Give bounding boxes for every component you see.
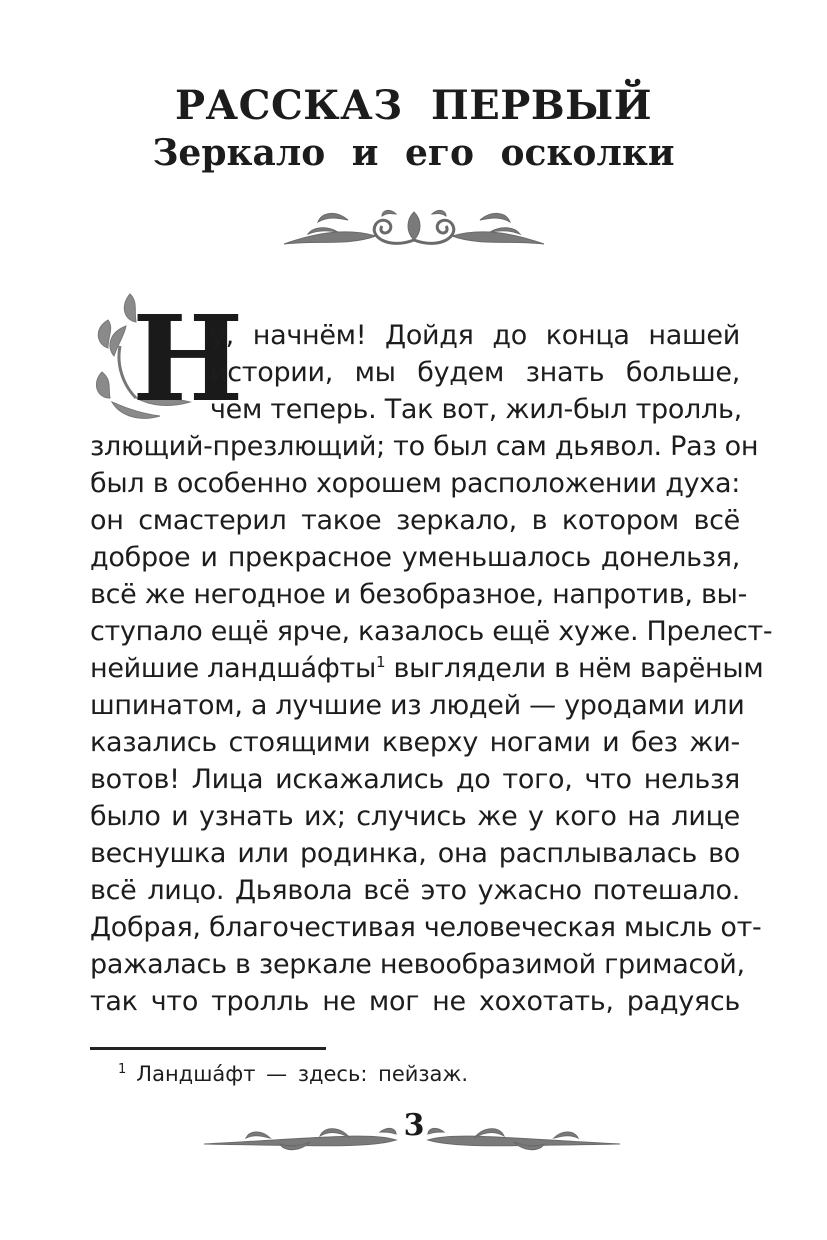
body-line-10-start: нейшие ландша́фты (90, 653, 376, 684)
page-number: 3 (403, 1108, 425, 1143)
body-line-19: так что тролль не мог не хохотать, радуясь (90, 986, 740, 1017)
flourish-ornament-icon (278, 206, 550, 254)
body-line-12: казались стоящими кверху ногами и без жи- (90, 727, 740, 758)
body-line-10-end: выглядели в нём варёным (393, 653, 764, 684)
story-title-heading: Зеркало и его осколки (152, 132, 675, 174)
footer-flourish-left-icon (200, 1118, 400, 1158)
body-line-8: всё же негодное и безобразное, напротив, вы- (90, 579, 748, 610)
body-line-9: ступало ещё ярче, казалось ещё хуже. Прелест- (90, 616, 773, 647)
drop-cap-letter: Н (132, 289, 244, 428)
body-line-4: злющий-презлющий; то был сам дьявол. Раз он (90, 431, 759, 462)
footnote-text: Ландша́фт — здесь: пейзаж. (136, 1062, 469, 1086)
body-line-7: доброе и прекрасное уменьшалось донельзя, (90, 542, 740, 573)
body-line-6: он смастерил такое зеркало, в котором всё (90, 505, 740, 536)
footnote-marker: 1 (118, 1062, 127, 1077)
body-line-13: вотов! Лица искажались до того, что нельзя (90, 764, 740, 795)
story-number-heading: РАССКАЗ ПЕРВЫЙ (174, 82, 653, 129)
footnote-divider (90, 1047, 326, 1050)
body-line-5: был в особенно хорошем расположении духа: (90, 468, 740, 499)
footer-flourish-right-icon (424, 1118, 624, 1158)
body-line-10 (90, 651, 764, 687)
body-line-2: истории, мы будем знать больше, (210, 357, 740, 388)
body-line-16: всё лицо. Дьявола всё это ужасно потешало. (90, 875, 740, 906)
footnote (118, 1062, 468, 1086)
body-line-11: шпинатом, а лучшие из людей — уродами или (90, 690, 745, 721)
footnote-reference[interactable]: 1 (375, 653, 386, 671)
body-line-17: Добрая, благочестивая человеческая мысль от- (90, 912, 762, 943)
body-line-18: ражалась в зеркале невообразимой гримасой, (90, 949, 745, 980)
body-line-1: у, начнём! Дойдя до конца нашей (210, 320, 740, 351)
body-line-3: чем теперь. Так вот, жил-был тролль, (210, 394, 742, 425)
body-line-14: было и узнать их; случись же у кого на лице (90, 801, 740, 832)
body-line-15: веснушка или родинка, она расплывалась во (90, 838, 740, 869)
